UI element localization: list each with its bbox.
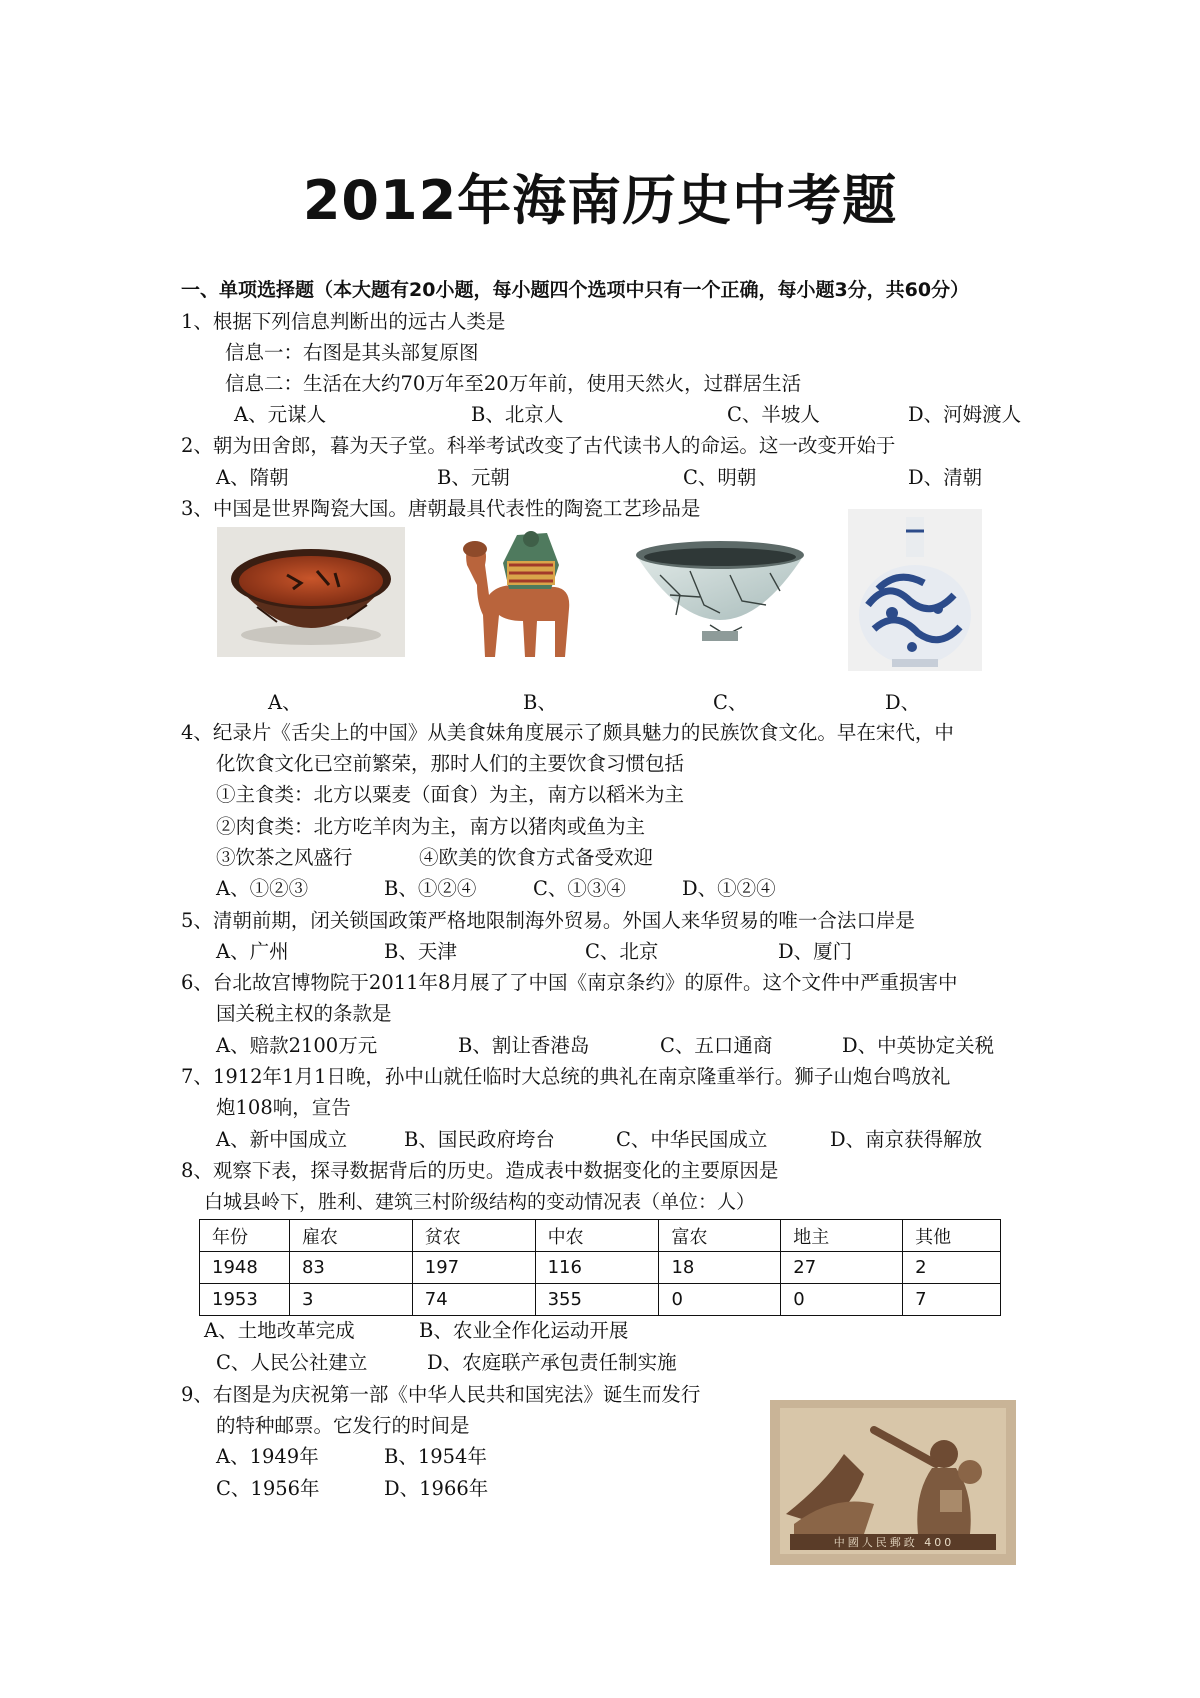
q8-option-a[interactable]: A、土地改革完成 — [204, 1319, 355, 1342]
table-cell: 3 — [289, 1284, 412, 1316]
q5-option-d[interactable]: D、厦门 — [778, 940, 853, 963]
q6-option-d[interactable]: D、中英协定关税 — [842, 1034, 995, 1057]
table-cell: 0 — [781, 1284, 903, 1316]
table-cell: 1948 — [200, 1252, 290, 1284]
crackle-glaze-bowl-image — [630, 535, 810, 653]
table-cell: 1953 — [200, 1284, 290, 1316]
q7-stem-line2: 炮108响，宣告 — [216, 1096, 351, 1119]
q9-option-d[interactable]: D、1966年 — [384, 1477, 489, 1500]
table-cell: 0 — [659, 1284, 781, 1316]
section-heading: 一、单项选择题（本大题有20小题，每小题四个选项中只有一个正确，每小题3分，共60分） — [181, 279, 970, 301]
q2-stem: 2、朝为田舍郎，暮为天子堂。科举考试改变了古代读书人的命运。这一改变开始于 — [181, 434, 896, 457]
q3-option-a[interactable]: A、 — [268, 691, 302, 714]
q9-option-a[interactable]: A、1949年 — [216, 1445, 319, 1468]
q3-option-b[interactable]: B、 — [523, 691, 557, 714]
q2-option-a[interactable]: A、隋朝 — [216, 466, 289, 489]
q5-stem: 5、清朝前期，闭关锁国政策严格地限制海外贸易。外国人来华贸易的唯一合法口岸是 — [181, 909, 915, 932]
q9-stem-line1: 9、右图是为庆祝第一部《中华人民共和国宪法》诞生而发行 — [181, 1383, 701, 1406]
q4-item4: ④欧美的饮食方式备受欢迎 — [419, 846, 654, 869]
q4-item1: ①主食类：北方以粟麦（面食）为主，南方以稻米为主 — [216, 783, 685, 806]
table-header-cell: 中农 — [535, 1220, 659, 1252]
table-cell: 18 — [659, 1252, 781, 1284]
q2-option-d[interactable]: D、清朝 — [908, 466, 983, 489]
q5-option-b[interactable]: B、天津 — [384, 940, 457, 963]
q8-table-caption: 白城县岭下，胜利、建筑三村阶级结构的变动情况表（单位：人） — [204, 1191, 756, 1213]
q1-option-a[interactable]: A、元谋人 — [234, 403, 327, 426]
table-header-cell: 雇农 — [289, 1220, 412, 1252]
table-header-cell: 地主 — [781, 1220, 903, 1252]
q8-option-d[interactable]: D、农庭联产承包责任制实施 — [427, 1351, 677, 1374]
q1-option-b[interactable]: B、北京人 — [471, 403, 564, 426]
q8-option-c[interactable]: C、人民公社建立 — [216, 1351, 368, 1374]
q4-item2: ②肉食类：北方吃羊肉为主，南方以猪肉或鱼为主 — [216, 815, 646, 838]
q4-stem-line2: 化饮食文化已空前繁荣，那时人们的主要饮食习惯包括 — [216, 752, 685, 775]
table-row — [200, 1284, 1001, 1316]
table-header-row — [200, 1220, 1001, 1252]
table-header-cell: 富农 — [659, 1220, 781, 1252]
q6-option-c[interactable]: C、五口通商 — [660, 1034, 773, 1057]
q3-stem: 3、中国是世界陶瓷大国。唐朝最具代表性的陶瓷工艺珍品是 — [181, 497, 701, 520]
q3-option-c[interactable]: C、 — [713, 691, 748, 714]
constitution-stamp-image — [764, 1394, 1022, 1571]
table-cell: 116 — [535, 1252, 659, 1284]
q7-option-a[interactable]: A、新中国成立 — [216, 1128, 348, 1151]
tang-sancai-camel-image — [437, 525, 593, 665]
q4-stem-line1: 4、纪录片《舌尖上的中国》从美食妹角度展示了颇具魅力的民族饮食文化。早在宋代，中 — [181, 721, 954, 744]
table-cell: 27 — [781, 1252, 903, 1284]
table-header-cell: 其他 — [903, 1220, 1001, 1252]
q8-option-b[interactable]: B、农业全作化运动开展 — [419, 1319, 629, 1342]
q6-option-a[interactable]: A、赔款2100万元 — [216, 1034, 378, 1057]
q4-option-b[interactable]: B、①②④ — [384, 877, 477, 900]
table-cell: 83 — [289, 1252, 412, 1284]
painted-pottery-bowl-image — [217, 527, 405, 657]
q6-option-b[interactable]: B、割让香港岛 — [458, 1034, 590, 1057]
q4-option-d[interactable]: D、①②④ — [682, 877, 776, 900]
q7-option-b[interactable]: B、国民政府垮台 — [404, 1128, 555, 1151]
q3-option-d[interactable]: D、 — [885, 691, 921, 714]
q4-item3: ③饮茶之风盛行 — [216, 846, 353, 869]
q2-option-c[interactable]: C、明朝 — [683, 466, 757, 489]
table-row — [200, 1252, 1001, 1284]
q1-option-d[interactable]: D、河姆渡人 — [908, 403, 1022, 426]
table-cell: 74 — [412, 1284, 535, 1316]
stamp-caption: 中國人民郵政 400 — [833, 1536, 955, 1549]
q4-option-c[interactable]: C、①③④ — [533, 877, 626, 900]
q9-stem-line2: 的特种邮票。它发行的时间是 — [216, 1414, 470, 1437]
q4-option-a[interactable]: A、①②③ — [216, 877, 309, 900]
table-cell: 197 — [412, 1252, 535, 1284]
q5-option-a[interactable]: A、广州 — [216, 940, 289, 963]
q6-stem-line1: 6、台北故宫博物院于2011年8月展了了中国《南京条约》的原件。这个文件中严重损害中 — [181, 971, 958, 994]
q7-stem-line1: 7、1912年1月1日晚，孙中山就任临时大总统的典礼在南京隆重举行。狮子山炮台鸣放礼 — [181, 1065, 951, 1088]
table-cell: 355 — [535, 1284, 659, 1316]
page-title: 2012年海南历史中考题 — [302, 169, 898, 232]
class-structure-table — [199, 1219, 1001, 1316]
table-cell: 7 — [903, 1284, 1001, 1316]
table-cell: 2 — [903, 1252, 1001, 1284]
q9-option-b[interactable]: B、1954年 — [384, 1445, 487, 1468]
q1-stem: 1、根据下列信息判断出的远古人类是 — [181, 310, 506, 333]
table-header-cell: 年份 — [200, 1220, 290, 1252]
q6-stem-line2: 国关税主权的条款是 — [216, 1002, 392, 1025]
q8-stem: 8、观察下表，探寻数据背后的历史。造成表中数据变化的主要原因是 — [181, 1159, 779, 1182]
q9-option-c[interactable]: C、1956年 — [216, 1477, 320, 1500]
q1-info2: 信息二：生活在大约70万年至20万年前，使用天然火，过群居生活 — [225, 372, 802, 395]
q5-option-c[interactable]: C、北京 — [585, 940, 659, 963]
q1-info1: 信息一：右图是其头部复原图 — [225, 341, 479, 364]
q7-option-d[interactable]: D、南京获得解放 — [830, 1128, 983, 1151]
blue-white-vase-image — [848, 509, 982, 671]
table-header-cell: 贫农 — [412, 1220, 535, 1252]
q7-option-c[interactable]: C、中华民国成立 — [616, 1128, 768, 1151]
q1-option-c[interactable]: C、半坡人 — [727, 403, 820, 426]
q2-option-b[interactable]: B、元朝 — [437, 466, 510, 489]
